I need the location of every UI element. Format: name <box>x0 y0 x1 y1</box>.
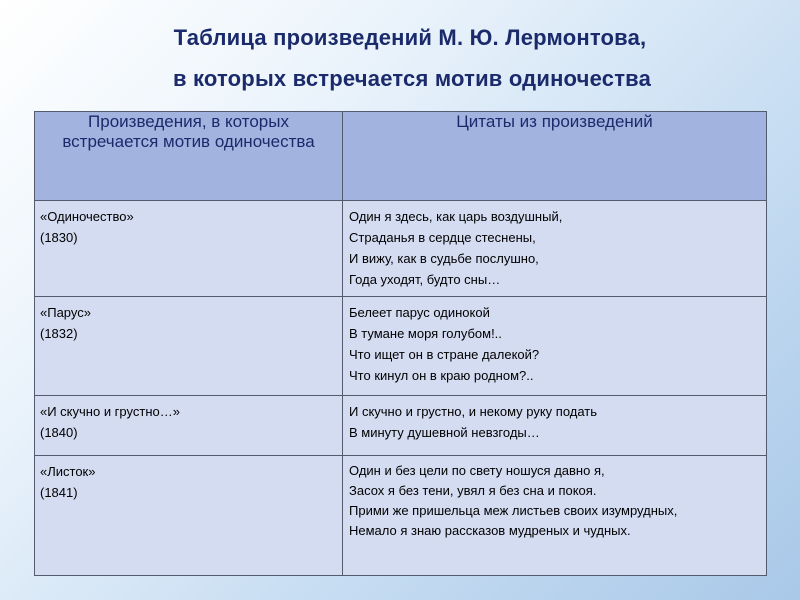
table-header-row <box>35 112 767 201</box>
quote-line: Что ищет он в стране далекой? <box>349 347 540 362</box>
work-cell <box>35 297 343 396</box>
page-title-line-1: Таблица произведений М. Ю. Лермонтова, <box>173 25 647 50</box>
header-works: Произведения, в которых встречается мотив одиночества <box>35 112 343 201</box>
work-cell <box>35 456 343 576</box>
quote-line: И вижу, как в судьбе послушно, <box>349 251 539 266</box>
work-cell <box>35 396 343 456</box>
table-row <box>35 297 767 396</box>
work-title: «И скучно и грустно…» <box>40 404 180 419</box>
header-quotes: Цитаты из произведений <box>343 112 767 201</box>
quote-line: В минуту душевной невзгоды… <box>349 425 540 440</box>
quote-line: В тумане моря голубом!.. <box>349 326 502 341</box>
page-title-line-2: в которых встречается мотив одиночества <box>172 66 652 91</box>
quote-line: Один и без цели по свету ношуся давно я, <box>349 463 605 478</box>
work-year: (1840) <box>40 425 78 440</box>
quote-cell <box>343 201 767 297</box>
quote-line: Белеет парус одинокой <box>349 305 490 320</box>
quote-line: Засох я без тени, увял я без сна и покоя. <box>349 483 597 498</box>
quote-line: Немало я знаю рассказов мудреных и чудных. <box>349 523 631 538</box>
quote-cell <box>343 456 767 576</box>
work-title: «Одиночество» <box>40 209 134 224</box>
quote-line: Прими же пришельца меж листьев своих изумрудных, <box>349 503 678 518</box>
quote-cell <box>343 396 767 456</box>
works-table <box>34 111 767 576</box>
work-cell <box>35 201 343 297</box>
table-row <box>35 396 767 456</box>
quote-line: Что кинул он в краю родном?.. <box>349 368 534 383</box>
quote-cell <box>343 297 767 396</box>
quote-line: И скучно и грустно, и некому руку подать <box>349 404 598 419</box>
quote-line: Года уходят, будто сны… <box>349 272 501 287</box>
work-title: «Парус» <box>40 305 91 320</box>
work-year: (1841) <box>40 485 78 500</box>
table-row <box>35 201 767 297</box>
work-year: (1832) <box>40 326 78 341</box>
quote-line: Один я здесь, как царь воздушный, <box>349 209 563 224</box>
work-year: (1830) <box>40 230 78 245</box>
quote-line: Страданья в сердце стеснены, <box>349 230 536 245</box>
table-row <box>35 456 767 576</box>
work-title: «Листок» <box>40 464 96 479</box>
